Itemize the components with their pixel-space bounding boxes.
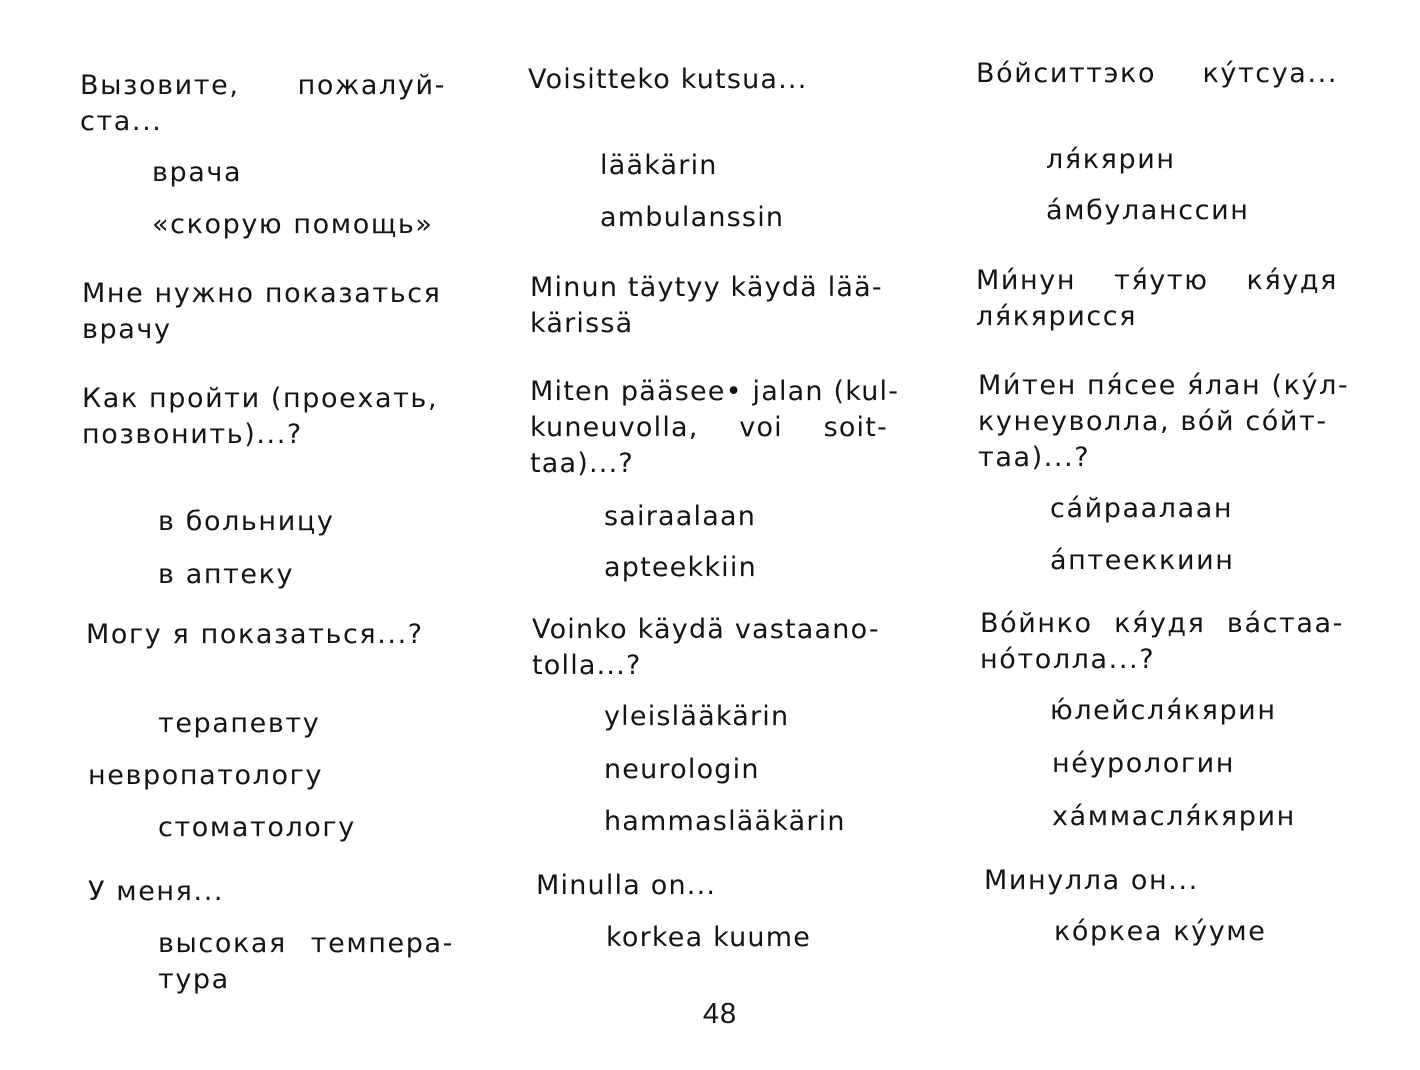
fi-pharmacy: apteekkiin (604, 552, 757, 583)
fi-how-to-get-line3: taa)...? (530, 448, 634, 479)
fi-can-see-line2: tolla...? (532, 650, 642, 681)
tr-how-to-get-line1: Ми́тен пя́сее я́лан (ку́л- (978, 370, 1350, 401)
fi-therapist: yleislääkärin (604, 701, 790, 732)
fi-doctor: lääkärin (600, 150, 718, 181)
ru-neurologist: невропатологу (88, 760, 324, 791)
fi-neurologist: neurologin (604, 754, 760, 785)
tr-call-please: Во́йситтэко ку́тсуа... (976, 58, 1338, 89)
tr-doctor: ля́кярин (1046, 144, 1176, 175)
ru-need-doctor-line2: врачу (82, 314, 172, 345)
tr-how-to-get-line3: таа)...? (978, 442, 1091, 473)
tr-need-doctor-line1: Ми́нун тя́утю кя́удя (976, 265, 1338, 296)
ru-dentist: стоматологу (158, 812, 356, 843)
fi-i-have: Minulla on... (536, 870, 717, 901)
ru-high-fever-line2: тура (158, 964, 230, 995)
tr-can-see-line2: но́толла...? (980, 644, 1156, 675)
tr-dentist: ха́ммасля́кярин (1052, 801, 1296, 832)
fi-high-fever: korkea kuume (606, 922, 812, 953)
ru-call-please-line2: ста... (80, 106, 163, 137)
ru-can-see: Могу я показаться...? (86, 619, 424, 650)
ru-pharmacy: в аптеку (158, 559, 295, 590)
fi-can-see-line1: Voinko käydä vastaano- (532, 614, 880, 645)
fi-hospital: sairaalaan (604, 501, 757, 532)
tr-neurologist: не́урологин (1052, 748, 1236, 779)
ru-call-please-line1: Вызовите, пожалуй- (80, 70, 446, 101)
tr-pharmacy: а́птееккиин (1050, 545, 1235, 576)
ru-ambulance: «скорую помощь» (152, 209, 434, 240)
ru-doctor: врача (152, 157, 243, 188)
fi-call-please: Voisitteko kutsua... (528, 64, 808, 95)
tr-how-to-get-line2: кунеуволла, во́й со́йт- (978, 406, 1328, 437)
tr-ambulance: а́мбуланссин (1046, 195, 1250, 226)
fi-ambulance: ambulanssin (600, 202, 785, 233)
ru-i-have: У меня... (88, 876, 225, 907)
tr-can-see-line1: Во́йнко кя́удя ва́стаа- (980, 608, 1344, 639)
ru-how-to-get-line2: позвонить)...? (82, 419, 303, 450)
ru-high-fever-line1: высокая темпера- (158, 928, 454, 959)
fi-how-to-get-line2: kuneuvolla, voi soit- (530, 412, 888, 443)
fi-how-to-get-line1: Miten pääsee• jalan (kul- (530, 376, 900, 407)
ru-hospital: в больницу (158, 506, 335, 537)
page-number: 48 (702, 998, 738, 1030)
tr-need-doctor-line2: ля́кярисся (976, 301, 1138, 332)
fi-need-doctor-line2: kärissä (530, 308, 634, 339)
tr-high-fever: ко́ркеа ку́уме (1054, 916, 1267, 947)
tr-hospital: са́йраалаан (1050, 493, 1234, 524)
ru-need-doctor-line1: Мне нужно показаться (82, 278, 442, 309)
tr-i-have: Минулла он... (984, 865, 1199, 896)
ru-how-to-get-line1: Как пройти (проехать, (82, 383, 439, 414)
fi-dentist: hammaslääkärin (604, 806, 846, 837)
tr-therapist: ю́лейсля́кярин (1050, 695, 1277, 726)
ru-therapist: терапевту (158, 708, 321, 739)
fi-need-doctor-line1: Minun täytyy käydä lää- (530, 272, 883, 303)
